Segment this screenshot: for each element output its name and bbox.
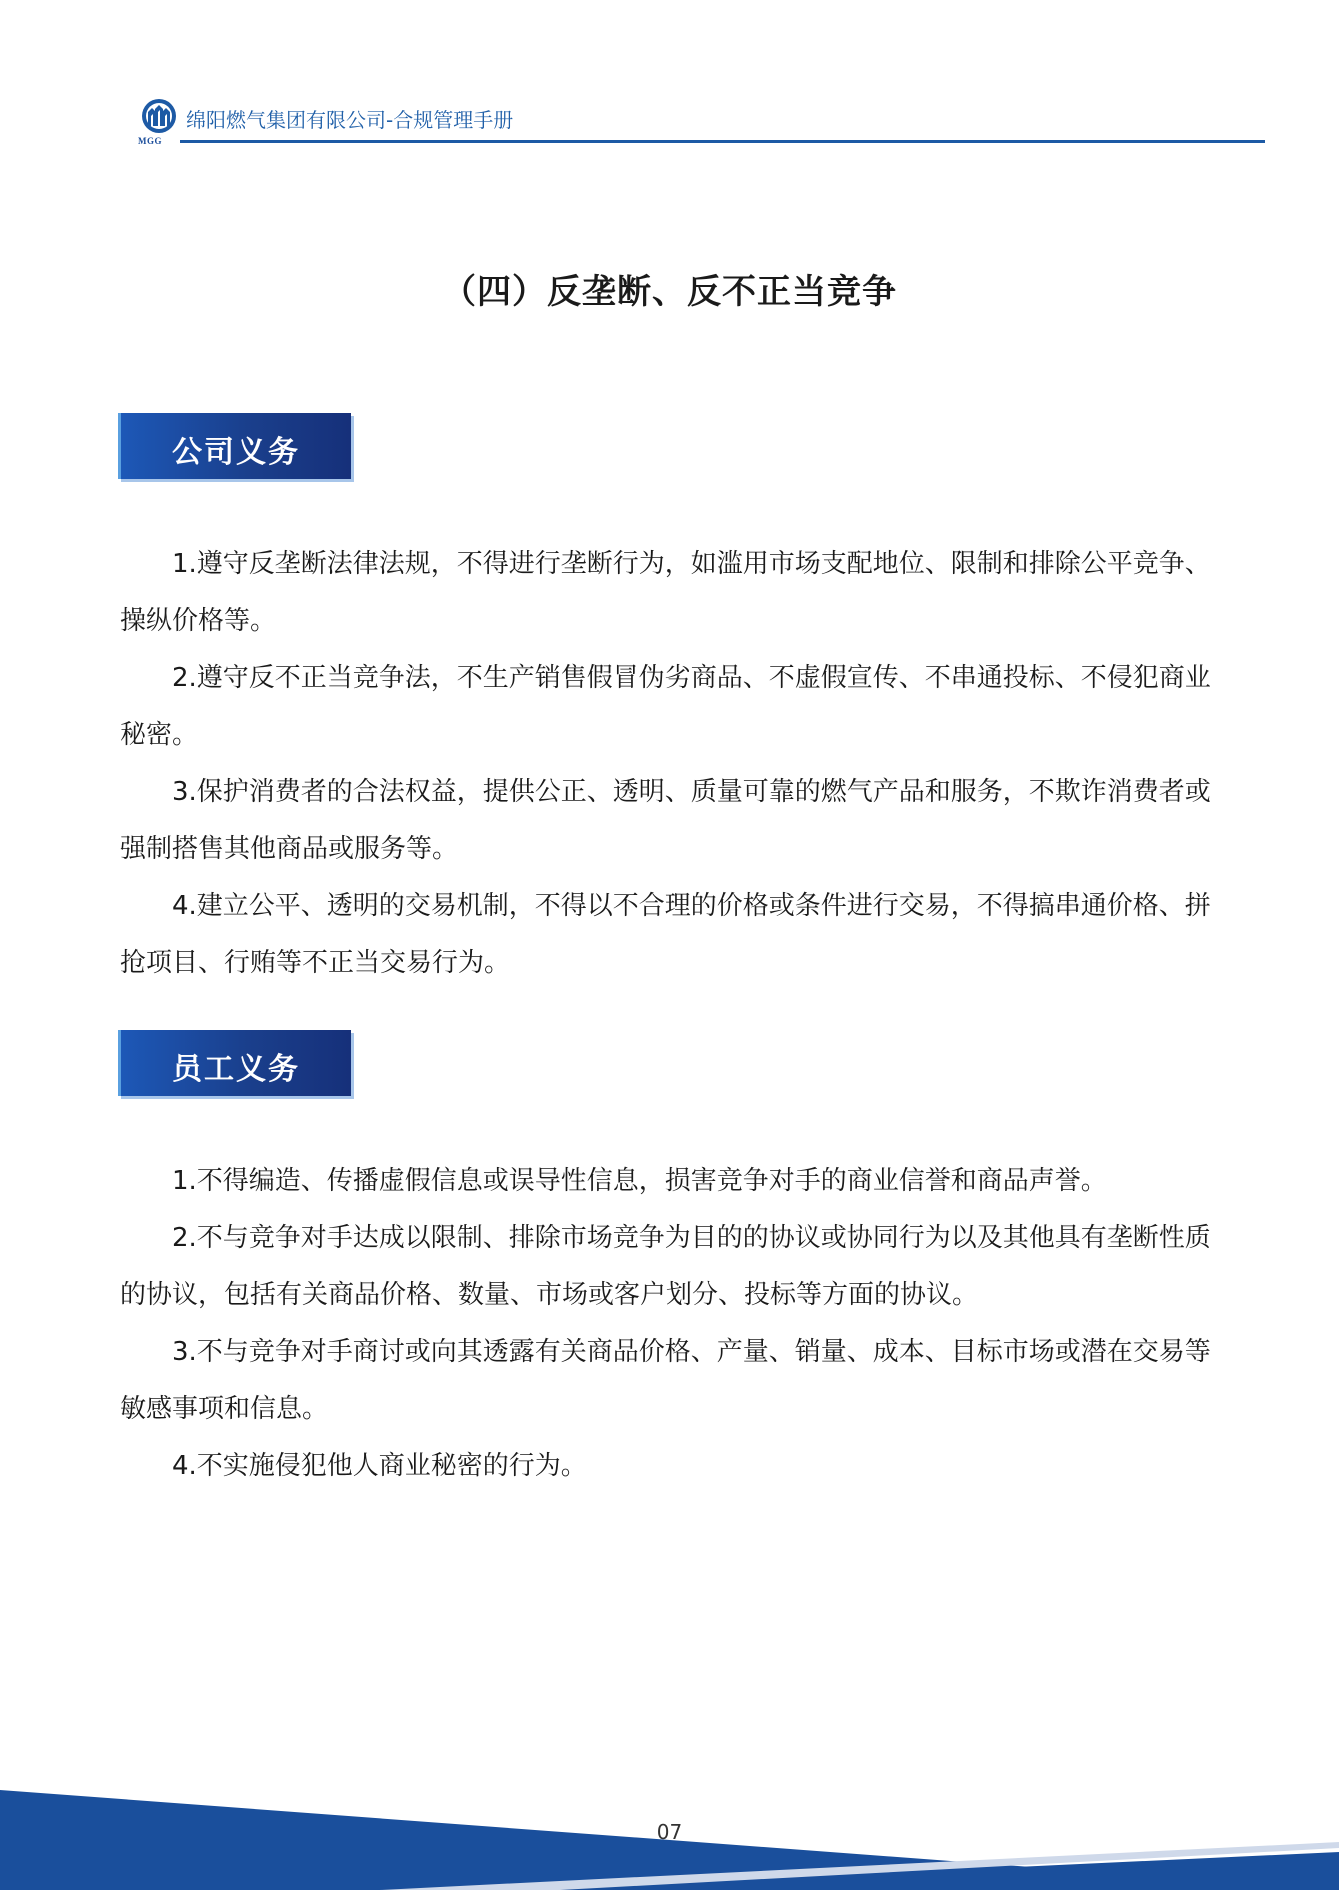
section-label-company-obligations: [118, 413, 351, 479]
page-title: （四）反垄断、反不正当竞争: [442, 272, 897, 312]
logo-text: MGG: [138, 136, 162, 146]
list-item: 1.不得编造、传播虚假信息或误导性信息，损害竞争对手的商业信誉和商品声誉。: [172, 1166, 1107, 1196]
list-item: 3.不与竞争对手商讨或向其透露有关商品价格、产量、销量、成本、目标市场或潜在交易等敏感事项和信息。: [120, 1337, 1211, 1424]
document-header: [140, 98, 1230, 146]
list-item: 3.保护消费者的合法权益，提供公正、透明、质量可靠的燃气产品和服务，不欺诈消费者或强制搭售其他商品或服务等。: [120, 777, 1211, 864]
page-number: 07: [656, 1820, 683, 1844]
list-item: 2.遵守反不正当竞争法，不生产销售假冒伪劣商品、不虚假宣传、不串通投标、不侵犯商业秘密。: [120, 663, 1211, 750]
section-label-employee-obligations: [118, 1030, 351, 1096]
company-obligations-list: [120, 536, 1220, 992]
header-divider: [180, 140, 1265, 143]
list-item: 4.不实施侵犯他人商业秘密的行为。: [172, 1451, 587, 1481]
employee-obligations-list: [120, 1153, 1220, 1495]
header-title: 绵阳燃气集团有限公司-合规管理手册: [186, 108, 514, 132]
company-logo: [140, 98, 182, 144]
list-item: 1.遵守反垄断法律法规，不得进行垄断行为，如滥用市场支配地位、限制和排除公平竞争、操纵价格等。: [120, 549, 1211, 636]
section-label-text: 公司义务: [172, 435, 300, 470]
list-item: 2.不与竞争对手达成以限制、排除市场竞争为目的的协议或协同行为以及其他具有垄断性质的协议，包括有关商品价格、数量、市场或客户划分、投标等方面的协议。: [120, 1223, 1211, 1310]
list-item: 4.建立公平、透明的交易机制，不得以不合理的价格或条件进行交易，不得搞串通价格、拼抢项目、行贿等不正当交易行为。: [120, 891, 1211, 978]
section-label-text: 员工义务: [172, 1052, 300, 1087]
logo-icon: [140, 98, 182, 138]
